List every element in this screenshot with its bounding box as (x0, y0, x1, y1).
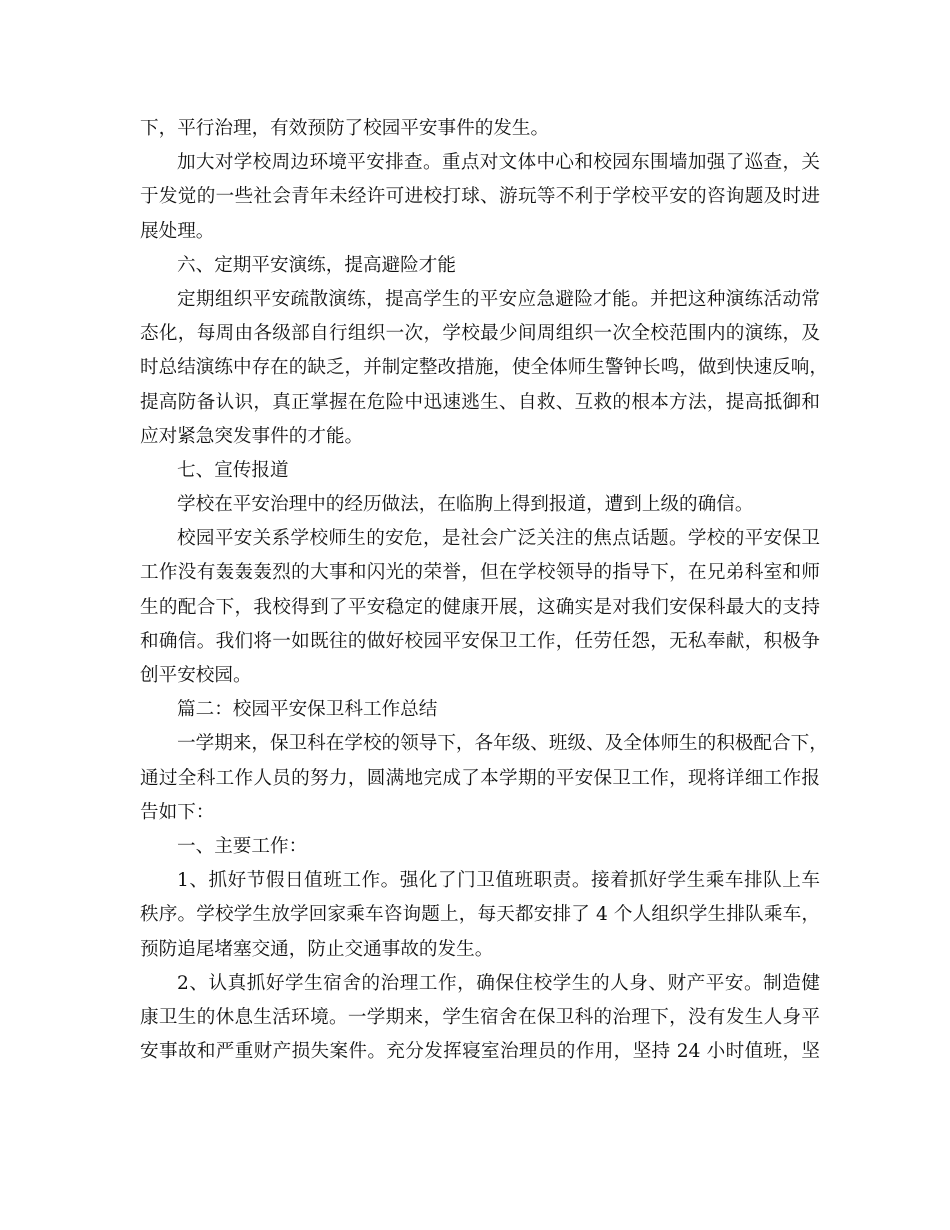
text-line: 态化，每周由各级部自行组织一次，学校最少间周组织一次全校范围内的演练，及 (140, 323, 820, 345)
text-line: 提高防备认识，真正掌握在危险中迅速逃生、自救、互救的根本方法，提高抵御和 (140, 391, 820, 413)
text-line: 于发觉的一些社会青年未经许可进校打球、游玩等不利于学校平安的咨询题及时进 (140, 186, 820, 208)
text-line: 预防追尾堵塞交通，防止交通事故的发生。 (140, 938, 494, 960)
text-line: 创平安校园。 (140, 665, 252, 686)
section-heading: 六、定期平安演练，提高避险才能 (177, 254, 456, 276)
text-line: 生的配合下，我校得到了平安稳定的健康开展，这确实是对我们安保科最大的支持 (140, 596, 820, 618)
text-line: 安事故和严重财产损失案件。充分发挥寝室治理员的作用，坚持 24 小时值班，坚 (140, 1041, 820, 1063)
text-line: 通过全科工作人员的努力，圆满地完成了本学期的平安保卫工作，现将详细工作报 (140, 767, 820, 789)
text-line: 工作没有轰轰轰烈的大事和闪光的荣誉，但在学校领导的指导下，在兄弟科室和师 (140, 562, 820, 584)
text-line: 下，平行治理，有效预防了校园平安事件的发生。 (140, 118, 550, 139)
text-line: 学校在平安治理中的经历做法，在临朐上得到报道，遭到上级的确信。 (177, 494, 754, 516)
text-line: 一学期来，保卫科在学校的领导下，各年级、班级、及全体师生的积极配合下， (177, 733, 828, 755)
text-line: 时总结演练中存在的缺乏，并制定整改措施，使全体师生警钟长鸣，做到快速反响， (140, 357, 828, 379)
article-heading: 篇二：校园平安保卫科工作总结 (177, 699, 438, 721)
text-line: 康卫生的休息生活环境。一学期来，学生宿舍在保卫科的治理下，没有发生人身平 (140, 1006, 820, 1028)
text-line: 秩序。学校学生放学回家乘车咨询题上，每天都安排了 4 个人组织学生排队乘车， (140, 904, 820, 926)
section-heading: 一、主要工作： (177, 835, 308, 857)
text-line: 告如下： (140, 801, 215, 823)
text-line: 校园平安关系学校师生的安危，是社会广泛关注的焦点话题。学校的平安保卫 (177, 528, 820, 550)
text-line: 定期组织平安疏散演练，提高学生的平安应急避险才能。并把这种演练活动常 (177, 288, 820, 310)
text-line: 1、抓好节假日值班工作。强化了门卫值班职责。接着抓好学生乘车排队上车 (177, 870, 820, 892)
text-line: 应对紧急突发事件的才能。 (140, 425, 364, 447)
text-line: 和确信。我们将一如既往的做好校园平安保卫工作，任劳任怨，无私奉献，积极争 (140, 630, 820, 652)
document-page (140, 112, 828, 1069)
text-line: 展处理。 (140, 220, 215, 242)
text-line: 加大对学校周边环境平安排查。重点对文体中心和校园东围墙加强了巡查，关 (177, 152, 820, 174)
section-heading: 七、宣传报道 (177, 459, 289, 481)
text-line: 2、认真抓好学生宿舍的治理工作，确保住校学生的人身、财产平安。制造健 (177, 972, 820, 994)
